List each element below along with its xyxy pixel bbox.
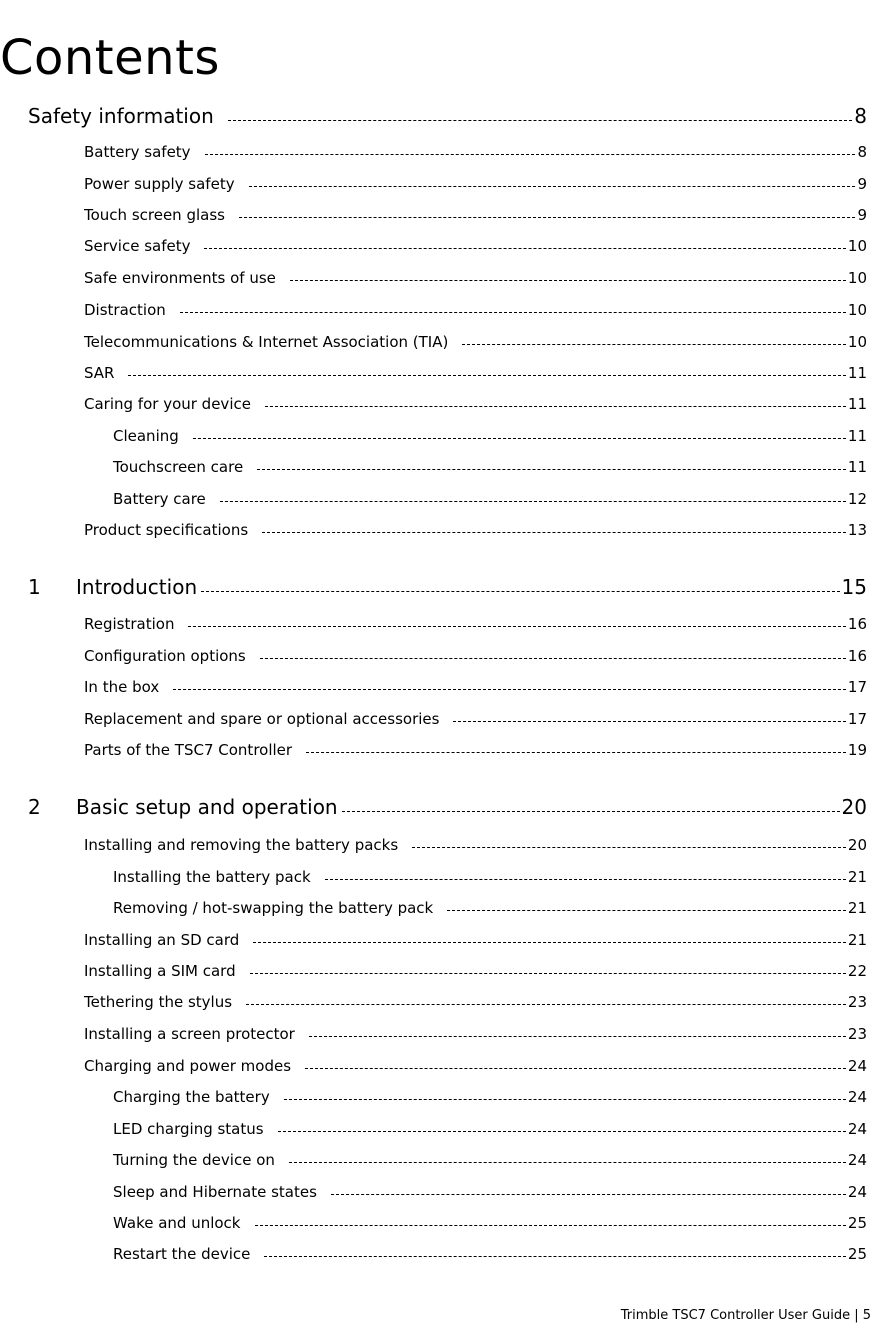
- toc-entry-label: Caring for your device: [84, 395, 251, 413]
- toc-entry-label: Service safety: [84, 237, 191, 255]
- toc-entry[interactable]: [84, 993, 867, 1011]
- toc-page-number: 20: [841, 795, 867, 819]
- dot-leader: [253, 942, 846, 943]
- toc-page-number: 24: [847, 1120, 867, 1138]
- toc-page-number: 21: [847, 868, 867, 886]
- toc-page-number: 21: [847, 899, 867, 917]
- dot-leader: [309, 1036, 846, 1037]
- toc-entry-label: Battery safety: [84, 143, 191, 161]
- toc-entry-label: Installing an SD card: [84, 931, 240, 949]
- dot-leader: [284, 1099, 846, 1100]
- toc-entry-label: Parts of the TSC7 Controller: [84, 741, 293, 759]
- toc-entry-label: Installing the battery pack: [113, 868, 311, 886]
- toc-entry[interactable]: [84, 237, 867, 255]
- toc-page-number: 23: [847, 993, 867, 1011]
- toc-entry-label: SAR: [84, 364, 115, 382]
- toc-entry[interactable]: [113, 1214, 867, 1232]
- toc-entry-label: Telecommunications & Internet Association (TIA): [84, 333, 449, 351]
- dot-leader: [201, 591, 839, 592]
- dot-leader: [249, 186, 856, 187]
- dot-leader: [204, 248, 845, 249]
- toc-entry[interactable]: [84, 521, 867, 539]
- page-title: Contents: [0, 30, 220, 87]
- toc-entry-label: LED charging status: [113, 1120, 264, 1138]
- toc-entry[interactable]: [113, 427, 867, 445]
- dot-leader: [264, 1256, 846, 1257]
- toc-page-number: 19: [847, 741, 867, 759]
- toc-page-number: 16: [847, 615, 867, 633]
- dot-leader: [289, 1162, 846, 1163]
- toc-page-number: 11: [847, 427, 867, 445]
- dot-leader: [447, 910, 846, 911]
- toc-entry[interactable]: [84, 741, 867, 759]
- toc-page-number: 24: [847, 1057, 867, 1075]
- toc-entry-label: Tethering the stylus: [84, 993, 233, 1011]
- dot-leader: [246, 1004, 846, 1005]
- dot-leader: [173, 689, 846, 690]
- toc-entry-label: Distraction: [84, 301, 166, 319]
- toc-entry[interactable]: [28, 795, 867, 819]
- dot-leader: [257, 469, 846, 470]
- toc-entry-label: Turning the device on: [113, 1151, 275, 1169]
- dot-leader: [128, 375, 845, 376]
- toc-page-number: 23: [847, 1025, 867, 1043]
- toc-page-number: 9: [857, 175, 867, 193]
- toc-entry[interactable]: [84, 836, 867, 854]
- chapter-number: 1: [28, 575, 41, 599]
- toc-entry[interactable]: [84, 1057, 867, 1075]
- toc-page-number: 20: [847, 836, 867, 854]
- toc-page-number: 16: [847, 647, 867, 665]
- dot-leader: [220, 501, 846, 502]
- toc-page-number: 8: [854, 104, 867, 128]
- toc-entry-label: Touch screen glass: [84, 206, 225, 224]
- toc-entry-label: Power supply safety: [84, 175, 235, 193]
- toc-entry[interactable]: [84, 206, 867, 224]
- dot-leader: [260, 658, 846, 659]
- toc-page-number: 24: [847, 1088, 867, 1106]
- dot-leader: [228, 120, 853, 121]
- toc-entry[interactable]: [84, 1025, 867, 1043]
- toc-entry-label: Introduction: [76, 575, 198, 599]
- toc-entry[interactable]: [113, 868, 867, 886]
- toc-entry[interactable]: [84, 615, 867, 633]
- dot-leader: [331, 1194, 846, 1195]
- toc-page-number: 10: [847, 269, 867, 287]
- chapter-number: 2: [28, 795, 41, 819]
- dot-leader: [255, 1225, 846, 1226]
- toc-entry[interactable]: [113, 1151, 867, 1169]
- toc-entry-label: Charging and power modes: [84, 1057, 292, 1075]
- toc-entry[interactable]: [84, 175, 867, 193]
- dot-leader: [290, 280, 846, 281]
- toc-entry[interactable]: [84, 678, 867, 696]
- toc-entry[interactable]: [113, 458, 867, 476]
- toc-entry[interactable]: [28, 104, 867, 128]
- toc-page-number: 13: [847, 521, 867, 539]
- toc-page-number: 12: [847, 490, 867, 508]
- dot-leader: [278, 1131, 846, 1132]
- toc-entry[interactable]: [84, 647, 867, 665]
- dot-leader: [462, 344, 846, 345]
- toc-page-number: 11: [847, 458, 867, 476]
- dot-leader: [205, 154, 856, 155]
- toc-entry-label: In the box: [84, 678, 160, 696]
- dot-leader: [342, 811, 840, 812]
- dot-leader: [250, 973, 846, 974]
- toc-entry[interactable]: [28, 575, 867, 599]
- toc-entry[interactable]: [84, 931, 867, 949]
- toc-entry[interactable]: [84, 710, 867, 728]
- toc-page-number: 24: [847, 1151, 867, 1169]
- toc-entry[interactable]: [113, 899, 867, 917]
- toc-entry-label: Replacement and spare or optional accessories: [84, 710, 440, 728]
- toc-entry-label: Sleep and Hibernate states: [113, 1183, 317, 1201]
- toc-entry-label: Safe environments of use: [84, 269, 276, 287]
- toc-entry[interactable]: [84, 364, 867, 382]
- toc-page-number: 8: [857, 143, 867, 161]
- toc-entry[interactable]: [113, 490, 867, 508]
- toc-entry-label: Battery care: [113, 490, 206, 508]
- toc-page-number: 25: [847, 1245, 867, 1263]
- toc-entry-label: Registration: [84, 615, 175, 633]
- dot-leader: [180, 312, 846, 313]
- dot-leader: [188, 626, 845, 627]
- toc-page-number: 10: [847, 237, 867, 255]
- toc-entry[interactable]: [113, 1183, 867, 1201]
- page-footer: Trimble TSC7 Controller User Guide | 5: [620, 1308, 871, 1323]
- toc-page-number: 25: [847, 1214, 867, 1232]
- toc-entry-label: Safety information: [28, 104, 214, 128]
- toc-entry-label: Installing a screen protector: [84, 1025, 295, 1043]
- dot-leader: [193, 438, 846, 439]
- toc-entry-label: Installing a SIM card: [84, 962, 236, 980]
- toc-page-number: 17: [847, 710, 867, 728]
- dot-leader: [306, 752, 846, 753]
- toc-entry-label: Installing and removing the battery packs: [84, 836, 399, 854]
- toc-entry[interactable]: [84, 962, 867, 980]
- toc-page-number: 10: [847, 301, 867, 319]
- toc-page-number: 11: [847, 364, 867, 382]
- toc-entry-label: Touchscreen care: [113, 458, 244, 476]
- toc-page-number: 22: [847, 962, 867, 980]
- toc-page-number: 21: [847, 931, 867, 949]
- toc-entry[interactable]: [84, 143, 867, 161]
- toc-entry-label: Charging the battery: [113, 1088, 270, 1106]
- toc-page-number: 17: [847, 678, 867, 696]
- toc-page-number: 24: [847, 1183, 867, 1201]
- toc-entry[interactable]: [84, 333, 867, 351]
- toc-entry-label: Configuration options: [84, 647, 246, 665]
- toc-entry-label: Product specifications: [84, 521, 249, 539]
- toc-entry[interactable]: [113, 1088, 867, 1106]
- dot-leader: [262, 532, 846, 533]
- dot-leader: [265, 406, 846, 407]
- dot-leader: [239, 217, 855, 218]
- toc-entry[interactable]: [84, 269, 867, 287]
- toc-entry[interactable]: [84, 301, 867, 319]
- toc-page-number: 11: [847, 395, 867, 413]
- toc-page-number: 15: [841, 575, 867, 599]
- toc-entry[interactable]: [84, 395, 867, 413]
- toc-entry-label: Removing / hot-swapping the battery pack: [113, 899, 434, 917]
- toc-entry-label: Cleaning: [113, 427, 179, 445]
- toc-entry[interactable]: [113, 1245, 867, 1263]
- toc-entry-label: Wake and unlock: [113, 1214, 241, 1232]
- dot-leader: [325, 879, 846, 880]
- dot-leader: [412, 847, 846, 848]
- toc-entry-label: Restart the device: [113, 1245, 251, 1263]
- toc-page-number: 10: [847, 333, 867, 351]
- dot-leader: [305, 1068, 846, 1069]
- toc-entry-label: Basic setup and operation: [76, 795, 338, 819]
- dot-leader: [453, 721, 845, 722]
- toc-page-number: 9: [857, 206, 867, 224]
- toc-entry[interactable]: [113, 1120, 867, 1138]
